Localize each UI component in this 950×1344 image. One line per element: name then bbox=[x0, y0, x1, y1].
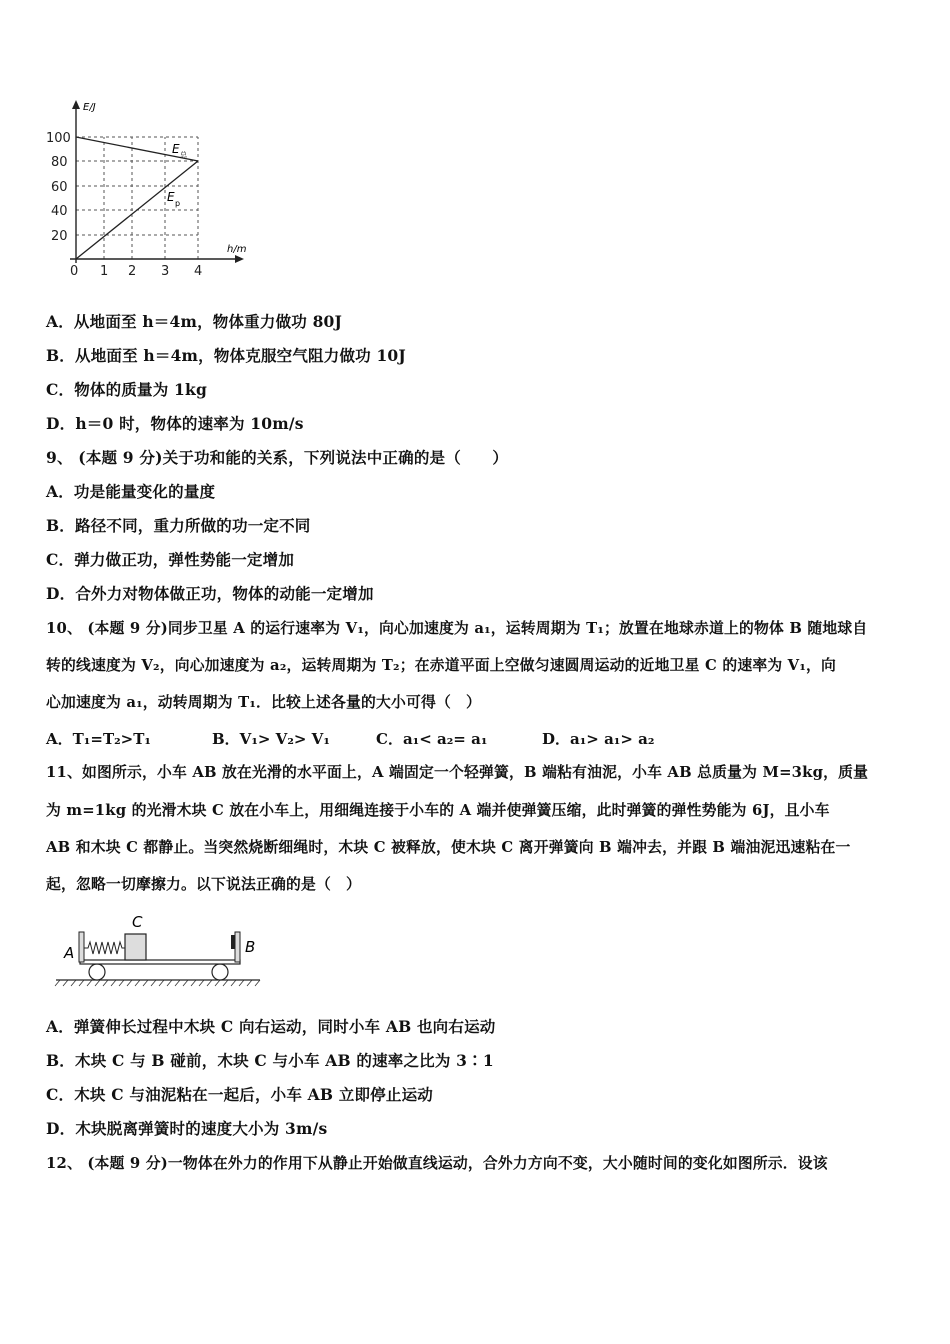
x-tick-label: 0 bbox=[70, 264, 79, 279]
y-tick-label: 60 bbox=[51, 180, 68, 195]
cart-end-a bbox=[79, 932, 84, 962]
q10-stem-line-1: 10、 (本题 9 分)同步卫星 A 的运行速率为 V₁，向心加速度为 a₁，运转周期为 T₁；放置在地球赤道上的物体 B 随地球自 bbox=[46, 620, 868, 637]
q10-options bbox=[46, 728, 686, 748]
q12-stem-line-1: 12、 (本题 9 分)一物体在外力的作用下从静止开始做直线运动，合外力方向不变，大小随时间的变化如图所示．设该 bbox=[46, 1155, 828, 1172]
cart-wheel-right bbox=[212, 964, 228, 980]
q10-stem-line-3: 心加速度为 a₁，动转周期为 T₁．比较上述各量的大小可得（ ） bbox=[46, 694, 481, 711]
q11-stem-line-1: 11、如图所示，小车 AB 放在光滑的水平面上，A 端固定一个轻弹簧，B 端粘有油泥，小车 AB 总质量为 M=3kg，质量 bbox=[46, 764, 869, 781]
q9-stem: 9、 (本题 9 分)关于功和能的关系，下列说法中正确的是（ ） bbox=[46, 448, 509, 467]
q11-stem-line-2: 为 m=1kg 的光滑木块 C 放在小车上，用细绳连接于小车的 A 端并使弹簧压缩，此时弹簧的弹性势能为 6J，且小车 bbox=[46, 802, 830, 819]
y-tick-label: 80 bbox=[51, 155, 68, 170]
q10-option-a: A．T₁=T₂>T₁ bbox=[46, 730, 151, 748]
label-a: A bbox=[64, 944, 75, 962]
q9-option-d: D．合外力对物体做正功，物体的动能一定增加 bbox=[46, 584, 374, 603]
spring bbox=[84, 942, 125, 954]
y-tick-label: 20 bbox=[51, 229, 68, 244]
label-b: B bbox=[245, 938, 256, 956]
q10-option-c: C．a₁< a₂= a₁ bbox=[376, 730, 488, 748]
q11-option-c: C．木块 C 与油泥粘在一起后，小车 AB 立即停止运动 bbox=[46, 1085, 433, 1104]
q10-option-d: D．a₁> a₁> a₂ bbox=[542, 730, 655, 748]
x-tick-label: 1 bbox=[100, 264, 109, 279]
q11-option-a: A．弹簧伸长过程中木块 C 向右运动，同时小车 AB 也向右运动 bbox=[46, 1017, 496, 1036]
q11-stem-line-4: 起，忽略一切摩擦力。以下说法正确的是（ ） bbox=[46, 876, 361, 893]
cart-wheel-left bbox=[89, 964, 105, 980]
y-axis-arrow bbox=[72, 100, 80, 109]
q8-option-b: B．从地面至 h＝4m，物体克服空气阻力做功 10J bbox=[46, 346, 406, 365]
series-e-total-label: E bbox=[172, 142, 180, 156]
putty bbox=[231, 935, 235, 949]
x-tick-label: 2 bbox=[128, 264, 137, 279]
x-tick-label: 4 bbox=[194, 264, 203, 279]
q8-option-d: D．h＝0 时，物体的速率为 10m/s bbox=[46, 414, 304, 433]
series-ep-label: E bbox=[167, 190, 175, 204]
x-axis-arrow bbox=[235, 255, 244, 263]
y-axis-label: E/J bbox=[83, 102, 96, 113]
energy-height-graph bbox=[40, 95, 300, 285]
cart-end-b bbox=[235, 932, 240, 962]
q8-option-a: A．从地面至 h＝4m，物体重力做功 80J bbox=[46, 312, 343, 331]
ground-hatching bbox=[55, 980, 260, 986]
q9-option-b: B．路径不同，重力所做的功一定不同 bbox=[46, 516, 311, 535]
q10-option-b: B．V₁> V₂> V₁ bbox=[212, 730, 330, 748]
label-c: C bbox=[132, 913, 143, 931]
y-tick-label: 100 bbox=[46, 131, 71, 146]
q11-stem-line-3: AB 和木块 C 都静止。当突然烧断细绳时，木块 C 被释放，使木块 C 离开弹簧向 B 端冲去，并跟 B 端油泥迅速粘在一 bbox=[46, 839, 851, 856]
q9-option-a: A．功是能量变化的量度 bbox=[46, 482, 216, 501]
series-e-total-subscript: 总 bbox=[180, 151, 187, 159]
block-c bbox=[125, 934, 146, 960]
q11-option-b: B．木块 C 与 B 碰前，木块 C 与小车 AB 的速率之比为 3∶1 bbox=[46, 1051, 494, 1070]
y-tick-label: 40 bbox=[51, 204, 68, 219]
q11-option-d: D．木块脱离弹簧时的速度大小为 3m/s bbox=[46, 1119, 328, 1138]
cart-spring-figure bbox=[52, 910, 282, 990]
cart-body bbox=[80, 960, 240, 964]
q9-option-c: C．弹力做正功，弹性势能一定增加 bbox=[46, 550, 295, 569]
q8-option-c: C．物体的质量为 1kg bbox=[46, 380, 207, 399]
series-ep-subscript: p bbox=[175, 199, 181, 208]
x-axis-label: h/m bbox=[227, 244, 247, 255]
q10-stem-line-2: 转的线速度为 V₂，向心加速度为 a₂，运转周期为 T₂；在赤道平面上空做匀速圆周运动的近地卫星 C 的速率为 V₁，向 bbox=[46, 657, 837, 674]
x-tick-label: 3 bbox=[161, 264, 170, 279]
